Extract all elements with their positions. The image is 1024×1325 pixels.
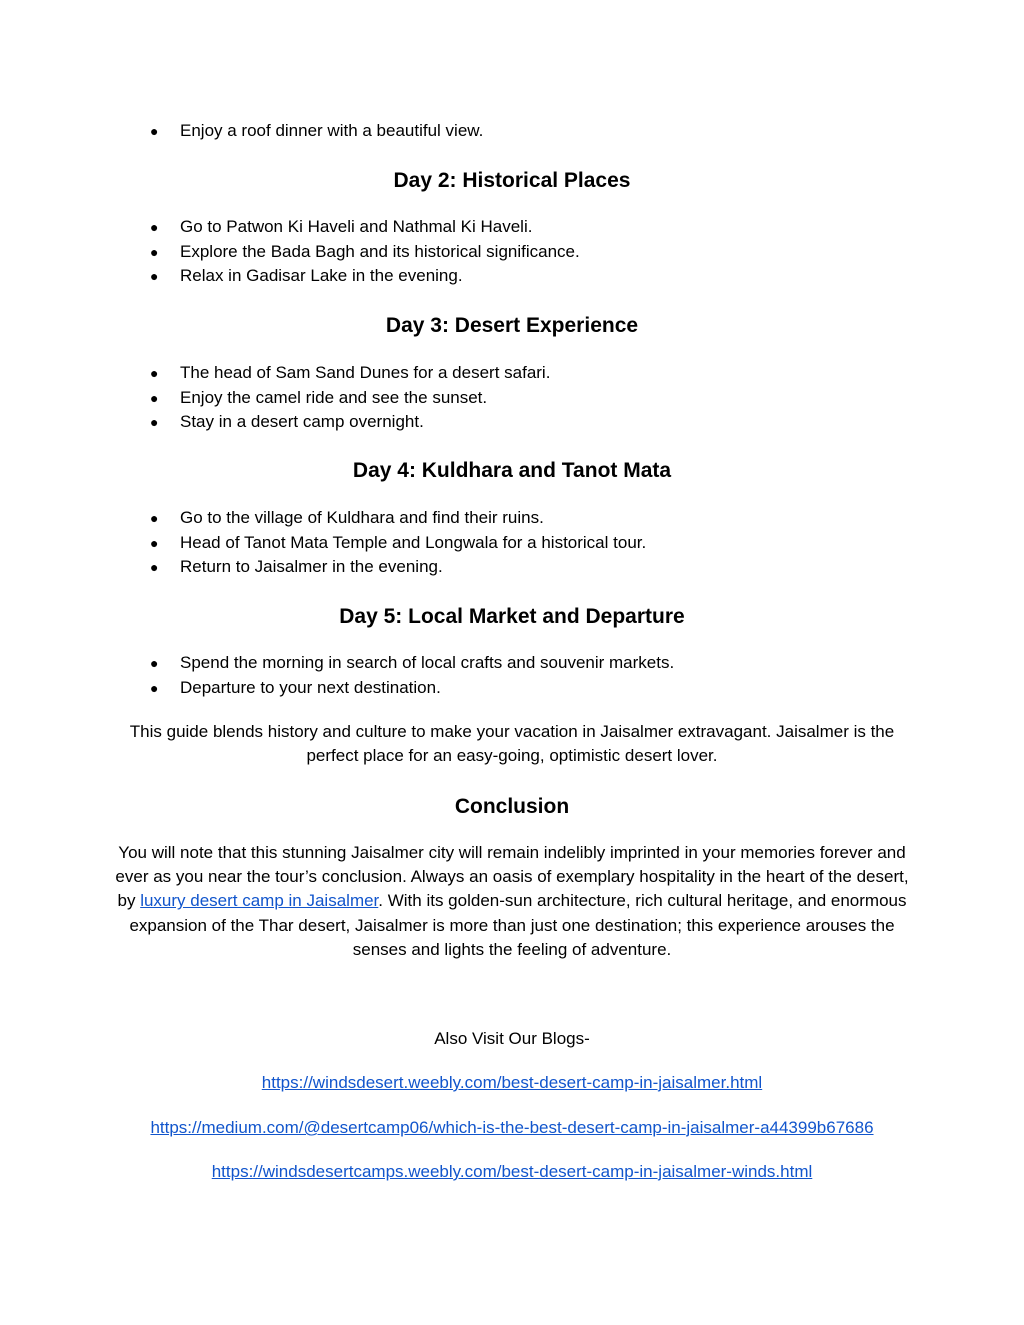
list-item: ● Explore the Bada Bagh and its historical significance.	[0, 240, 1024, 265]
bullet-icon: ●	[150, 679, 159, 696]
day-5-bullet-list	[0, 651, 1024, 700]
bullet-icon: ●	[150, 389, 159, 406]
conclusion-text-start: You will note that this stunning Jaisalmer city will remain indelibly imprinted in your memories forever and ever as you near the tour’s conclusion. Always an oasis of exemplary hospitality in the heart of the desert, by	[115, 843, 909, 911]
bullet-icon: ●	[150, 414, 159, 430]
day-2-bullet-list	[0, 215, 1024, 289]
list-item: ● Go to the village of Kuldhara and find their ruins.	[0, 506, 1024, 531]
list-item: ● Return to Jaisalmer in the evening.	[0, 555, 1024, 580]
list-item: ● Enjoy the camel ride and see the sunset.	[0, 386, 1024, 411]
day-1-bullet-list	[0, 119, 1024, 144]
blog-link[interactable]: https://windsdesertcamps.weebly.com/best-desert-camp-in-jaisalmer-winds.html	[211, 1162, 813, 1181]
conclusion-paragraph	[112, 841, 912, 962]
list-item: ● Relax in Gadisar Lake in the evening.	[0, 264, 1024, 289]
bullet-icon: ●	[150, 534, 159, 551]
blog-link-2-line	[0, 1117, 1024, 1139]
bullet-icon: ●	[150, 243, 159, 260]
blog-link[interactable]: https://windsdesert.weebly.com/best-desert-camp-in-jaisalmer.html	[261, 1073, 763, 1092]
day-4-bullet-list	[0, 506, 1024, 580]
bullet-icon: ●	[150, 365, 159, 381]
day-4-heading: Day 4: Kuldhara and Tanot Mata	[352, 459, 672, 482]
luxury-camp-link[interactable]: luxury desert camp in Jaisalmer	[140, 891, 379, 911]
bullet-icon: ●	[150, 123, 159, 139]
blog-link-1-line	[0, 1072, 1024, 1094]
list-item: ● Enjoy a roof dinner with a beautiful view.	[0, 119, 1024, 144]
bullet-icon: ●	[150, 219, 159, 235]
blog-link-3-line	[0, 1161, 1024, 1183]
conclusion-text-end: . With its golden-sun architecture, rich cultural heritage, and enormous expansion of the Thar desert, Jaisalmer is more than just one destination; this experience arouses the senses and lights the feeling of adventure.	[129, 891, 907, 959]
bullet-icon: ●	[150, 559, 159, 575]
list-item: ● Stay in a desert camp overnight.	[0, 410, 1024, 435]
list-item: ● Departure to your next destination.	[0, 676, 1024, 701]
day-3-heading: Day 3: Desert Experience	[385, 314, 639, 337]
list-item: ● Go to Patwon Ki Haveli and Nathmal Ki Haveli.	[0, 215, 1024, 240]
list-item: ● Head of Tanot Mata Temple and Longwala for a historical tour.	[0, 531, 1024, 556]
bullet-icon: ●	[150, 655, 159, 671]
list-item: ● Spend the morning in search of local crafts and souvenir markets.	[0, 651, 1024, 676]
conclusion-heading: Conclusion	[454, 795, 570, 818]
day-5-heading: Day 5: Local Market and Departure	[339, 605, 685, 628]
bullet-icon: ●	[150, 268, 159, 284]
bullet-icon: ●	[150, 510, 159, 526]
list-item: ● The head of Sam Sand Dunes for a desert safari.	[0, 361, 1024, 386]
day-3-bullet-list	[0, 361, 1024, 435]
day-2-heading: Day 2: Historical Places	[393, 169, 631, 192]
summary-paragraph: This guide blends history and culture to make your vacation in Jaisalmer extravagant. Jaisalmer is the perfect place for an easy-going, optimistic desert lover.	[129, 722, 895, 766]
blog-link[interactable]: https://medium.com/@desertcamp06/which-is-the-best-desert-camp-in-jaisalmer-a44399b67686	[150, 1118, 874, 1137]
blogs-heading: Also Visit Our Blogs-	[434, 1029, 590, 1048]
